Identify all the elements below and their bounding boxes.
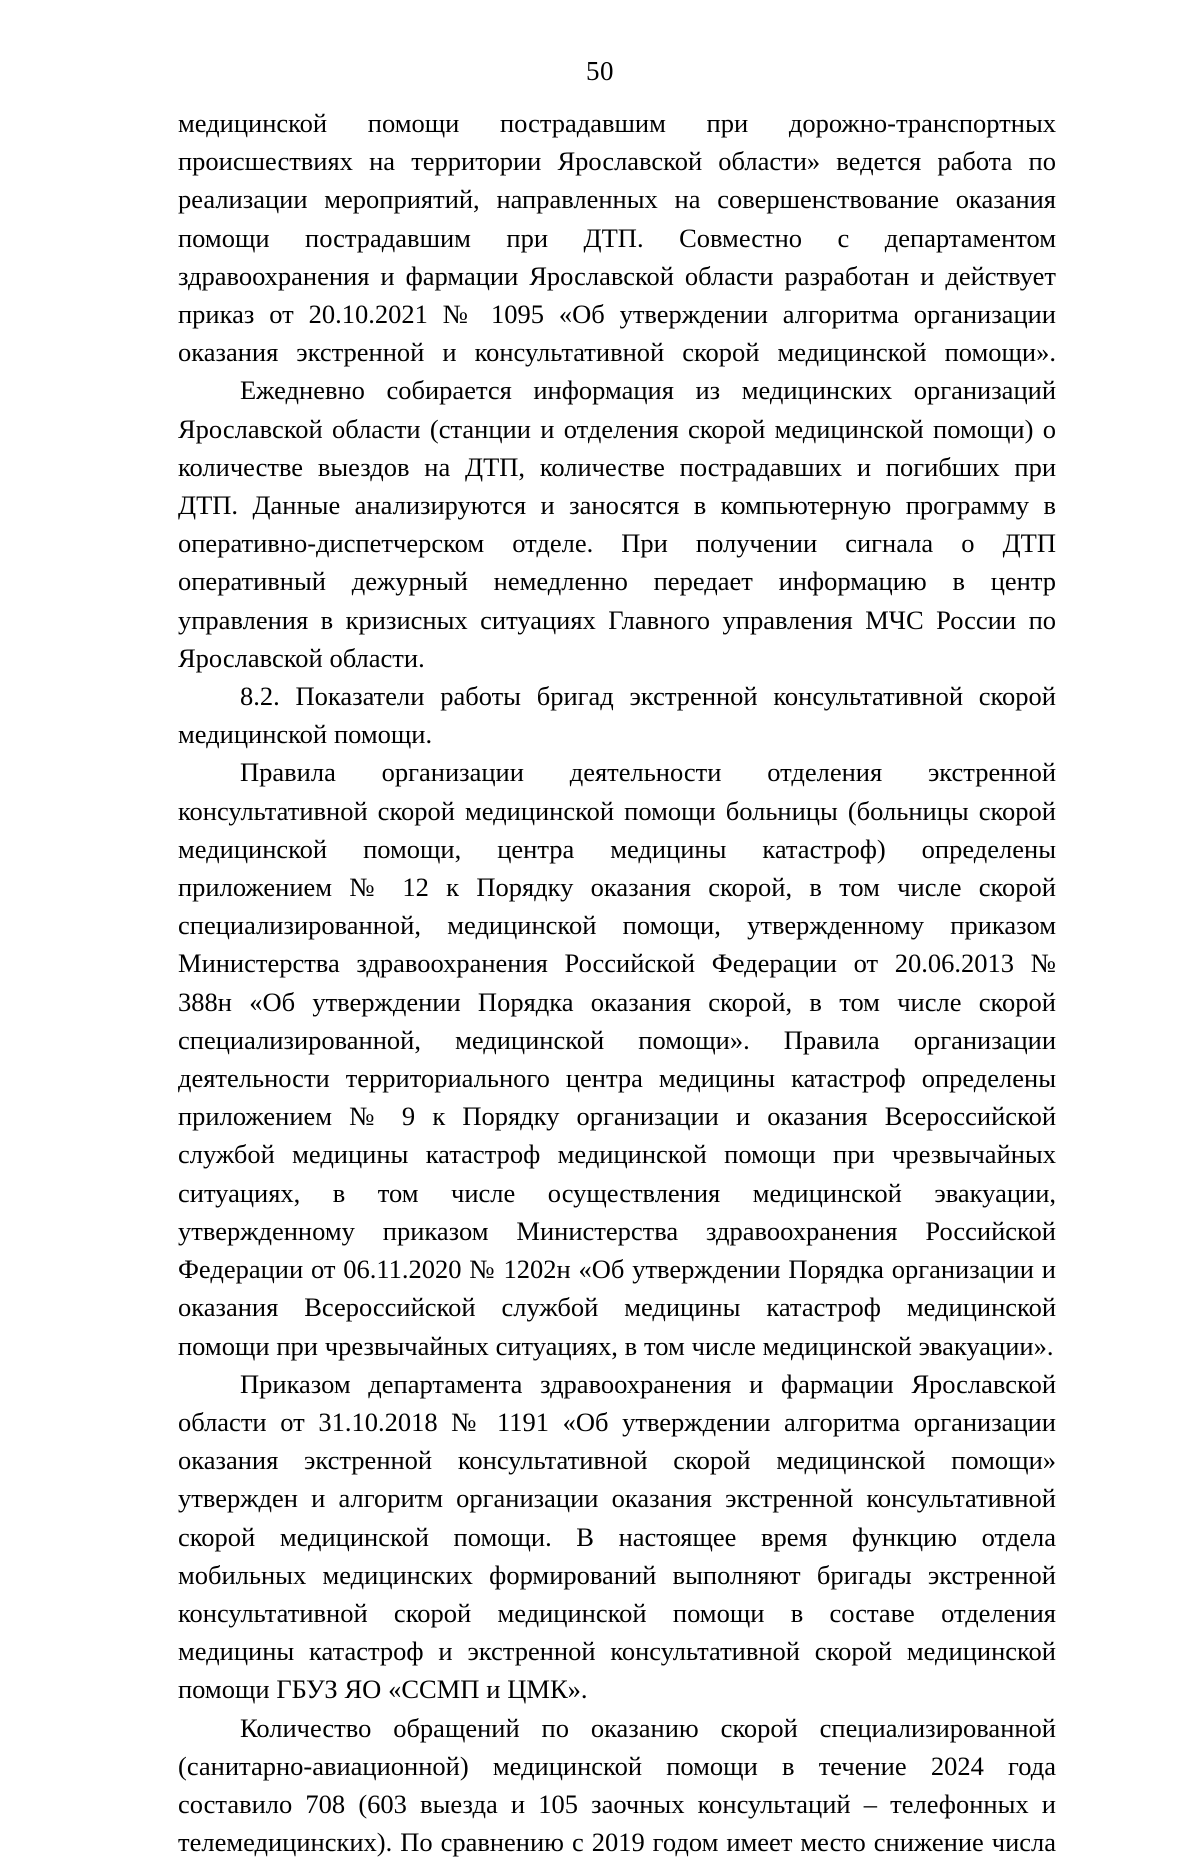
paragraph-section-8-2: 8.2. Показатели работы бригад экстренной консультативной скорой медицинской помощи. bbox=[178, 681, 1056, 750]
page-body-text bbox=[178, 104, 1056, 1861]
paragraph-dtp-algorithm: медицинской помощи пострадавшим при дорожно-транспортных происшествиях на территории Ярославской области» ведется работа по реализации мероприятий, направленных на совершенствование оказания помощи пострадавшим при ДТП. Совместно с департаментом здравоохранения и фармации Ярославской области разработан и действует приказ от 20.10.2021 № 1095 «Об утверждении алгоритма организации оказания экстренной и консультативной скорой медицинской помощи». bbox=[178, 108, 1056, 368]
paragraph-order-1191: Приказом департамента здравоохранения и фармации Ярославской области от 31.10.2018 № 1191 «Об утверждении алгоритма организации оказания экстренной консультативной скорой медицинской помощи» утвержден и алгоритм организации оказания экстренной консультативной скорой медицинской помощи. В настоящее время функцию отдела мобильных медицинских формирований выполняют бригады экстренной консультативной скорой медицинской помощи в составе отделения медицины катастроф и экстренной консультативной скорой медицинской помощи ГБУЗ ЯО «ССМП и ЦМК». bbox=[178, 1368, 1056, 1705]
paragraph-statistics-2024: Количество обращений по оказанию скорой специализированной (санитарно-авиационной) медицинской помощи в течение 2024 года составило 708 (603 выезда и 105 заочных консультаций – телефонных и телемедицинских). По сравнению с 2019 годом имеет место снижение числа bbox=[178, 1712, 1056, 1858]
paragraph-rules-organization: Правила организации деятельности отделения экстренной консультативной скорой медицинской помощи больницы (больницы скорой медицинской помощи, центра медицины катастроф) определены приложением № 12 к Порядку оказания скорой, в том числе скорой специализированной, медицинской помощи, утвержденному приказом Министерства здравоохранения Российской Федерации от 20.06.2013 № 388н «Об утверждении Порядка оказания скорой, в том числе скорой специализированной, медицинской помощи». Правила организации деятельности территориального центра медицины катастроф определены приложением № 9 к Порядку организации и оказания Всероссийской службой медицины катастроф медицинской помощи при чрезвычайных ситуациях, в том числе осуществления медицинской эвакуации, утвержденному приказом Министерства здравоохранения Российской Федерации от 06.11.2020 № 1202н «Об утверждении Порядка организации и оказания Всероссийской службой медицины катастроф медицинской помощи при чрезвычайных ситуациях, в том числе медицинской эвакуации». bbox=[178, 757, 1056, 1361]
page-number: 50 bbox=[586, 56, 614, 86]
paragraph-daily-info: Ежедневно собирается информация из медицинских организаций Ярославской области (станции и отделения скорой медицинской помощи) о количестве выездов на ДТП, количестве пострадавших и погибших при ДТП. Данные анализируются и заносятся в компьютерную программу в оперативно-диспетчерском отделе. При получении сигнала о ДТП оперативный дежурный немедленно передает информацию в центр управления в кризисных ситуациях Главного управления МЧС России по Ярославской области. bbox=[178, 375, 1056, 673]
